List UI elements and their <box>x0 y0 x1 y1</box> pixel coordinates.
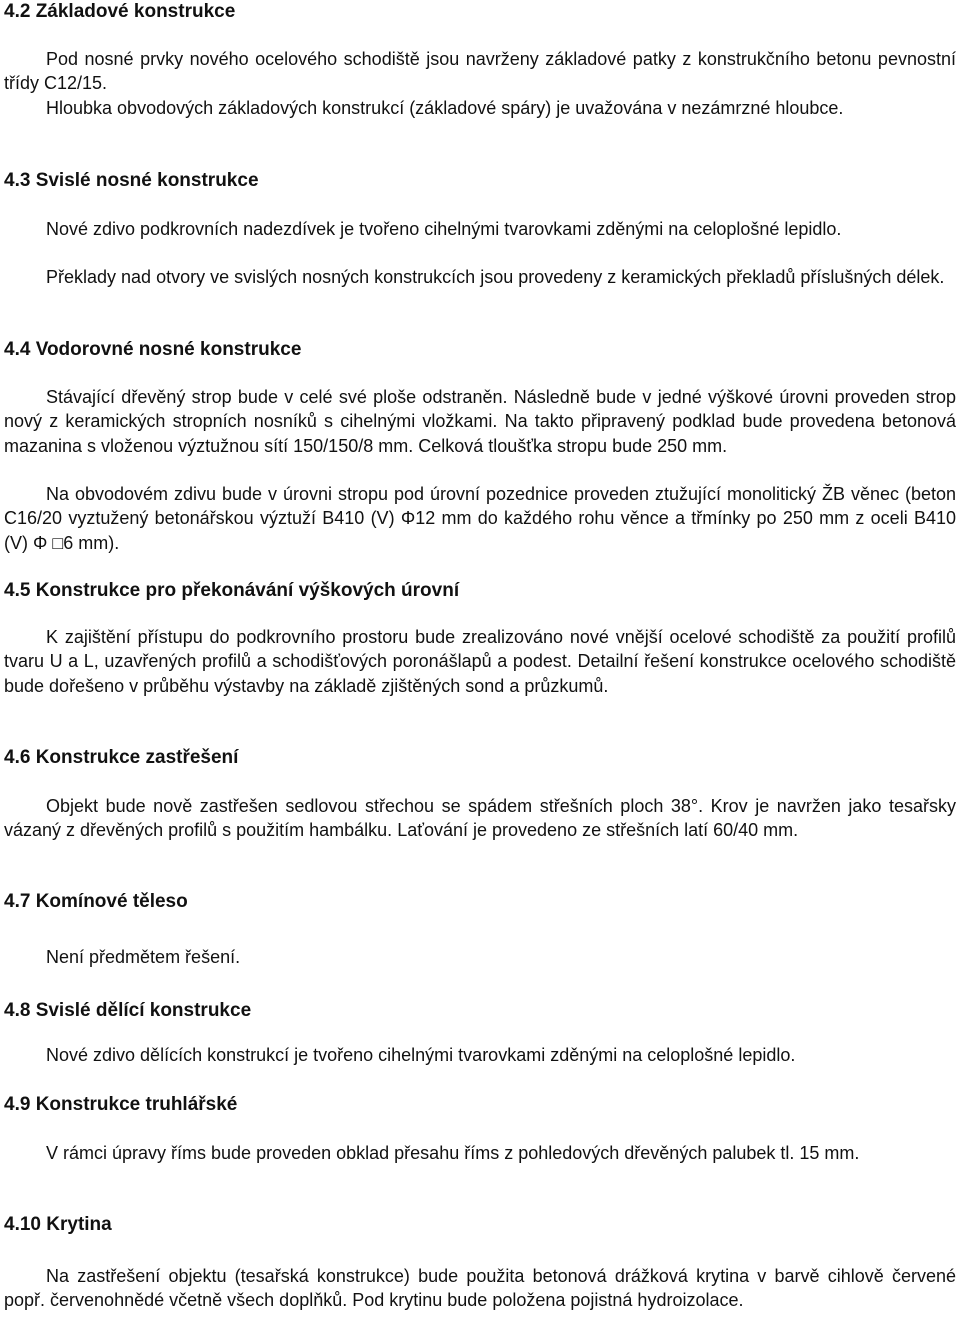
section-heading-4-10: 4.10 Krytina <box>4 1214 112 1235</box>
paragraph-4-8-1: Nové zdivo dělících konstrukcí je tvořeno cihelnými tvarovkami zděnými na celoplošné lepidlo. <box>46 1045 796 1065</box>
paragraph-4-4-1: Stávající dřevěný strop bude v celé své ploše odstraněn. Následně bude v jedné výškové úrovni proveden strop nový z keramických stropních nosníků s cihelnými vložkami. Na takto připravený podklad bude provedena betonová mazanina s vloženou výztužnou sítí 150/150/8 mm. Celková tloušťka stropu bude 250 mm. <box>4 387 956 456</box>
section-heading-4-3: 4.3 Svislé nosné konstrukce <box>4 170 259 191</box>
paragraph-4-2-1: Pod nosné prvky nového ocelového schodiště jsou navrženy základové patky z konstrukčního betonu pevnostní třídy C12/15. <box>4 49 956 94</box>
section-heading-4-4: 4.4 Vodorovné nosné konstrukce <box>4 339 302 360</box>
section-heading-4-7: 4.7 Komínové těleso <box>4 891 188 912</box>
section-heading-4-8: 4.8 Svislé dělící konstrukce <box>4 1000 252 1021</box>
paragraph-4-6-1: Objekt bude nově zastřešen sedlovou střechou se spádem střešních ploch 38°. Krov je navržen jako tesařsky vázaný z dřevěných profilů s použitím hambálku. Laťování je provedeno ze střešních latí 60/40 mm. <box>4 796 956 841</box>
paragraph-4-4-2: Na obvodovém zdivu bude v úrovni stropu pod úrovní pozednice proveden ztužující monolitický ŽB věnec (beton C16/20 vyztužený betonářskou výztuží B410 (V) Φ12 mm do každého rohu věnce a třmínky po 250 mm z oceli B410 (V) Φ □6 mm). <box>4 484 956 553</box>
section-heading-4-9: 4.9 Konstrukce truhlářské <box>4 1094 238 1115</box>
paragraph-4-5-1: K zajištění přístupu do podkrovního prostoru bude zrealizováno nové vnější ocelové schodiště za použití profilů tvaru U a L, uzavřených profilů a schodišťových poronášlapů a podest. Detailní řešení konstrukce ocelového schodiště bude dořešeno v průběhu výstavby na základě zjištěných sond a průzkumů. <box>4 627 956 696</box>
paragraph-4-7-1: Není předmětem řešení. <box>46 947 241 967</box>
paragraph-4-3-2: Překlady nad otvory ve svislých nosných konstrukcích jsou provedeny z keramických překladů příslušných délek. <box>46 267 945 287</box>
section-heading-4-5: 4.5 Konstrukce pro překonávání výškových úrovní <box>4 580 460 601</box>
paragraph-4-3-1: Nové zdivo podkrovních nadezdívek je tvořeno cihelnými tvarovkami zděnými na celoplošné lepidlo. <box>46 219 842 239</box>
paragraph-4-10-1: Na zastřešení objektu (tesařská konstrukce) bude použita betonová drážková krytina v barvě cihlově červené popř. červenohnědé včetně všech doplňků. Pod krytinu bude položena pojistná hydroizolace. <box>4 1266 956 1311</box>
section-heading-4-2: 4.2 Základové konstrukce <box>4 1 236 22</box>
paragraph-4-2-2: Hloubka obvodových základových konstrukcí (základové spáry) je uvažována v nezámrzné hloubce. <box>46 98 844 118</box>
section-heading-4-6: 4.6 Konstrukce zastřešení <box>4 747 239 768</box>
paragraph-4-9-1: V rámci úpravy říms bude proveden obklad přesahu říms z pohledových dřevěných palubek tl. 15 mm. <box>46 1143 860 1163</box>
